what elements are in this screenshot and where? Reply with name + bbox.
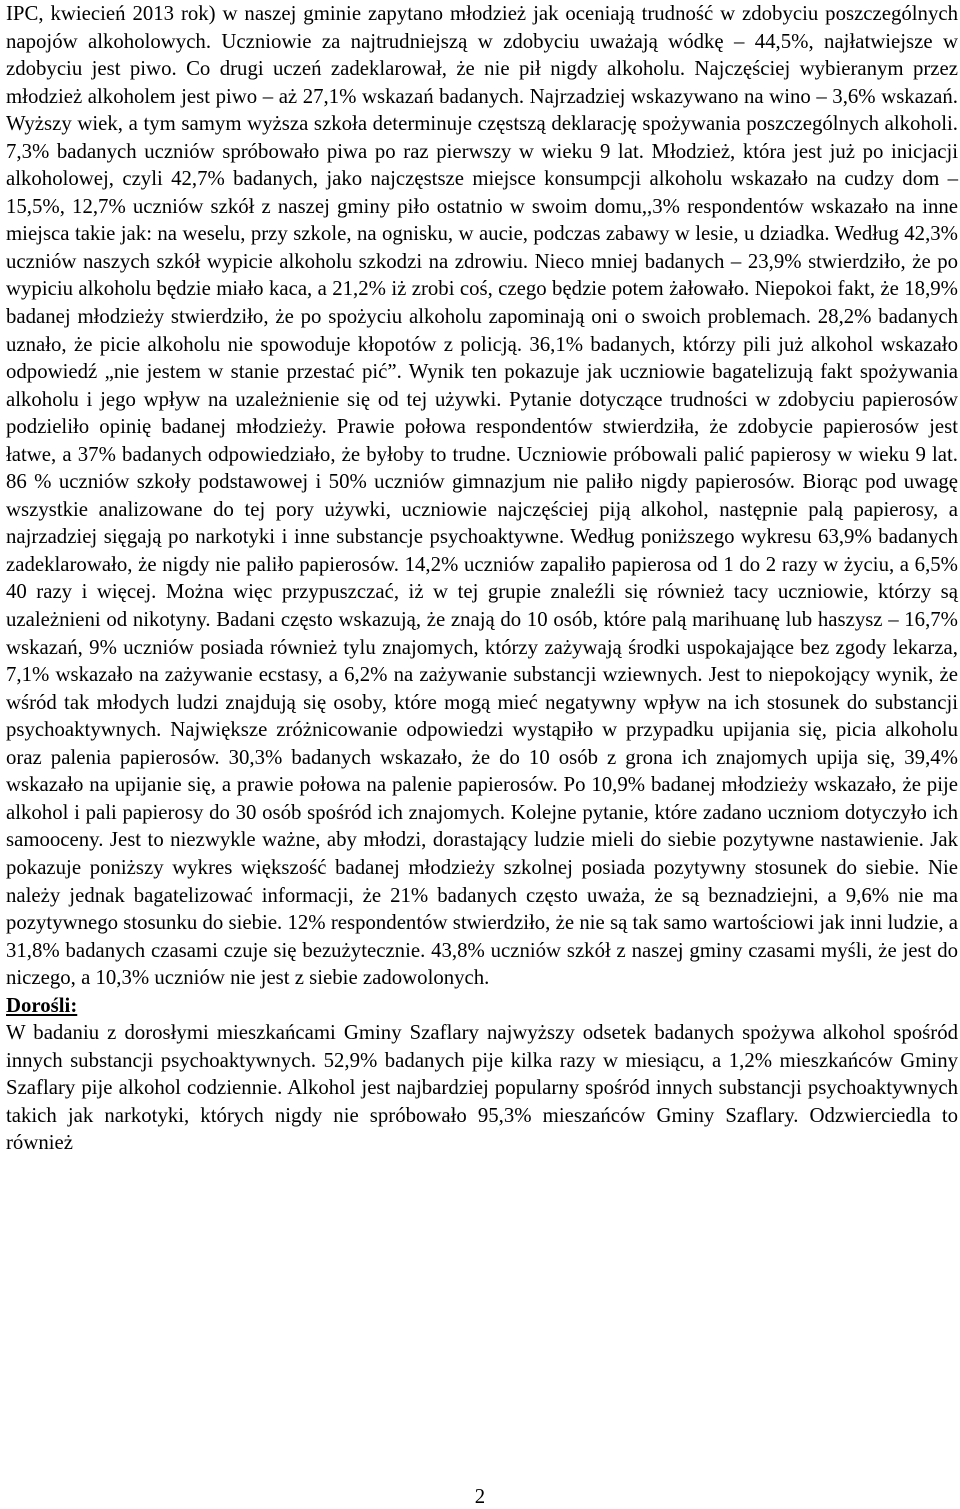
adults-survey-paragraph: W badaniu z dorosłymi mieszkańcami Gminy Szaflary najwyższy odsetek badanych spożywa alkohol spośród innych substancji psychoaktywnych. 52,9% badanych pije kilka razy w miesiącu, a 1,2% mieszkańców Gminy Szaflary pije alkohol codziennie. Alkohol jest najbardziej popularny spośród innych substancji psychoaktywnych takich jak narkotyki, których nigdy nie spróbowało 95,3% mieszańców Gminy Szaflary. Odzwierciedla to również bbox=[6, 1021, 958, 1155]
adults-section-heading: Dorośli: bbox=[6, 993, 78, 1017]
document-page bbox=[6, 0, 958, 1157]
page-number: 2 bbox=[474, 1485, 486, 1508]
youth-survey-paragraph: IPC, kwiecień 2013 rok) w naszej gminie zapytano młodzież jak oceniają trudność w zdobyciu poszczególnych napojów alkoholowych. Uczniowie za najtrudniejszą w zdobyciu uważają wódkę – 44,5%, najłatwiejsze w zdobyciu jest piwo. Co drugi uczeń zadeklarował, że nie pił nigdy alkoholu. Najczęściej wybieranym przez młodzież alkoholem jest piwo – aż 27,1% wskazań badanych. Najrzadziej wskazywano na wino – 3,6% wskazań. Wyższy wiek, a tym samym wyższa szkoła determinuje częstszą deklarację spożywania poszczególnych alkoholi. 7,3% badanych uczniów spróbowało piwa po raz pierwszy w wieku 9 lat. Młodzież, która jest już po inicjacji alkoholowej, czyli 42,7% badanych, jako najczęstsze miejsce konsumpcji alkoholu wskazało na cudzy dom – 15,5%, 12,7% uczniów szkół z naszej gminy piło ostatnio w swoim domu,,3% respondentów wskazało na inne miejsca takie jak: na weselu, przy szkole, na ognisku, w aucie, podczas zabawy w lesie, u dziadka. Według 42,3% uczniów naszych szkół wypicie alkoholu szkodzi na zdrowiu. Nieco mniej badanych – 23,9% stwierdziło, że po wypiciu alkoholu będzie miało kaca, a 21,2% iż zrobi coś, czego będzie potem żałowało. Niepokoi fakt, że 18,9% badanej młodzieży stwierdziło, że po spożyciu alkoholu zapominają oni o swoich problemach. 28,2% badanych uznało, że picie alkoholu nie spowoduje kłopotów z policją. 36,1% badanych, którzy pili już alkohol wskazało odpowiedź „nie jestem w stanie przestać pić”. Wynik ten pokazuje jak uczniowie bagatelizują fakt spożywania alkoholu i jego wpływ na uzależnienie się od tej używki. Pytanie dotyczące trudności w zdobyciu papierosów podzieliło opinię badanej młodzieży. Prawie połowa respondentów stwierdziła, że zdobycie papierosów jest łatwe, a 37% badanych odpowiedziało, że byłoby to trudne. Uczniowie próbowali palić papierosy w wieku 9 lat. 86 % uczniów szkoły podstawowej i 50% uczniów gimnazjum nie paliło nigdy papierosów. Biorąc pod uwagę wszystkie analizowane do tej pory używki, uczniowie najczęściej piją alkohol, następnie palą papierosy, a najrzadziej sięgają po narkotyki i inne substancje psychoaktywne. Według poniższego wykresu 63,9% badanych zadeklarowało, że nigdy nie paliło papierosów. 14,2% uczniów zapaliło papierosa od 1 do 2 razy w życiu, a 6,5% 40 razy i więcej. Można więc przypuszczać, iż w tej grupie znaleźli się również tacy uczniowie, którzy są uzależnieni od nikotyny. Badani często wskazują, że znają do 10 osób, które palą marihuanę lub haszysz – 16,7% wskazań, 9% uczniów posiada również tylu znajomych, którzy zażywają środki uspokajające bez zgody lekarza, 7,1% wskazało na zażywanie ecstasy, a 6,2% na zażywanie substancji wziewnych. Jest to niepokojący wynik, że wśród tak młodych ludzi znajdują się osoby, które mogą mieć negatywny wpływ na ich stosunek do substancji psychoaktywnych. Największe zróżnicowanie odpowiedzi wystąpiło w przypadku upijania się, picia alkoholu oraz palenia papierosów. 30,3% badanych wskazało, że do 10 osób z grona ich znajomych upija się, 39,4% wskazało na upijanie się, a prawie połowa na palenie papierosów. Po 10,9% badanej młodzieży wskazało, że pije alkohol i pali papierosy do 30 osób spośród ich znajomych. Kolejne pytanie, które zadano uczniom dotyczyło ich samooceny. Jest to niezwykle ważne, aby młodzi, dorastający ludzie mieli do siebie pozytywne nastawienie. Jak pokazuje poniższy wykres większość badanej młodzieży szkolnej posiada pozytywny stosunek do siebie. Nie należy jednak bagatelizować informacji, że 21% badanych często uważa, że są beznadziejni, a 9,6% nie ma pozytywnego stosunku do siebie. 12% respondentów stwierdziło, że nie są tak samo wartościowi jak inni ludzie, a 31,8% badanych czasami czuje się bezużytecznie. 43,8% uczniów szkół z naszej gminy czasami myśli, że jest do niczego, a 10,3% uczniów nie jest z siebie zadowolonych. bbox=[6, 2, 958, 990]
